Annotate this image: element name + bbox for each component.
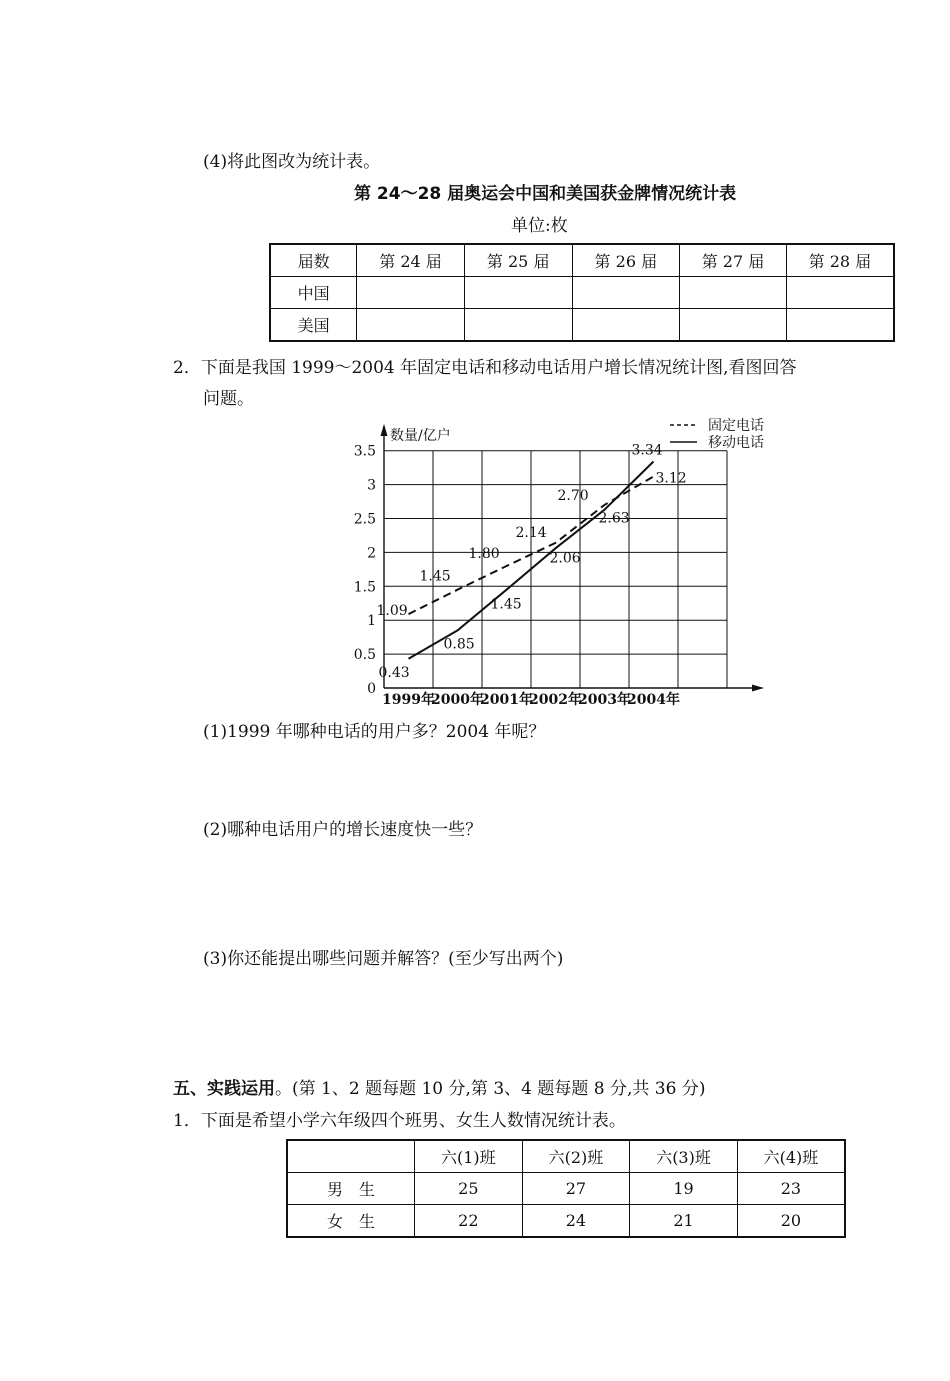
table-cell: 21 — [630, 1205, 738, 1238]
fixed-phone-data-label: 2.14 — [515, 524, 547, 541]
table-cell[interactable] — [572, 309, 680, 342]
table-cell[interactable] — [357, 309, 465, 342]
q2-line2: 问题。 — [203, 389, 254, 409]
mobile-phone-data-label: 3.34 — [631, 442, 663, 459]
table-cell: 25 — [415, 1173, 523, 1205]
section5-q1: 1．下面是希望小学六年级四个班男、女生人数情况统计表。 — [173, 1111, 626, 1131]
table-cell[interactable] — [680, 309, 787, 342]
table-cell: 27 — [522, 1173, 630, 1205]
table-cell: 24 — [522, 1205, 630, 1238]
olympic-table-title: 第 24～28 届奥运会中国和美国获金牌情况统计表 — [354, 184, 737, 204]
fixed-phone-data-label: 1.45 — [419, 568, 451, 585]
table-cell[interactable] — [786, 309, 894, 342]
y-tick-label: 1.5 — [353, 579, 376, 596]
class-gender-table — [286, 1139, 846, 1238]
header-cell: 六(4)班 — [737, 1140, 845, 1173]
x-tick-label: 2000年 — [431, 692, 484, 708]
y-axis-label: 数量/亿户 — [390, 428, 451, 444]
mobile-phone-data-label: 0.43 — [378, 664, 410, 681]
row-label: 女 生 — [287, 1205, 415, 1238]
q2-sub2: (2)哪种电话用户的增长速度快一些？ — [203, 820, 483, 840]
table-cell[interactable] — [786, 277, 894, 309]
x-tick-label: 2003年 — [578, 692, 631, 708]
table-header-row — [287, 1140, 845, 1173]
fixed-phone-data-label: 3.12 — [655, 470, 687, 487]
phone-users-chart — [340, 412, 780, 712]
header-cell: 六(1)班 — [415, 1140, 523, 1173]
header-cell: 第 26 届 — [572, 244, 680, 277]
legend-fixed-label: 固定电话 — [708, 418, 764, 434]
table-header-row — [270, 244, 894, 277]
y-tick-label: 2.5 — [353, 511, 376, 528]
y-tick-label: 3 — [367, 477, 376, 494]
header-cell: 第 25 届 — [464, 244, 572, 277]
fixed-phone-data-label: 1.09 — [376, 603, 408, 620]
table-cell[interactable] — [572, 277, 680, 309]
fixed-phone-data-label: 1.80 — [468, 545, 500, 562]
x-tick-label: 1999年 — [382, 692, 435, 708]
header-cell — [287, 1140, 415, 1173]
fixed-phone-data-label: 2.70 — [557, 487, 589, 504]
table-row — [270, 309, 894, 342]
x-tick-label: 2002年 — [529, 692, 582, 708]
table-cell: 23 — [737, 1173, 845, 1205]
y-axis-arrow-icon — [381, 424, 388, 436]
q2-line1: 2．下面是我国 1999～2004 年固定电话和移动电话用户增长情况统计图,看图回答 — [173, 358, 797, 378]
y-tick-label: 0 — [367, 681, 376, 697]
header-cell: 第 24 届 — [357, 244, 465, 277]
y-tick-label: 0.5 — [353, 647, 376, 664]
header-cell: 第 28 届 — [786, 244, 894, 277]
header-cell: 六(3)班 — [630, 1140, 738, 1173]
table-row — [287, 1205, 845, 1238]
table-cell[interactable] — [357, 277, 465, 309]
table-cell: 19 — [630, 1173, 738, 1205]
mobile-phone-data-label: 0.85 — [443, 636, 475, 653]
header-cell: 第 27 届 — [680, 244, 787, 277]
mobile-phone-data-label: 1.45 — [490, 596, 522, 613]
y-tick-label: 2 — [367, 545, 376, 562]
table-cell[interactable] — [680, 277, 787, 309]
header-cell: 届数 — [270, 244, 357, 277]
q2-sub1: (1)1999 年哪种电话的用户多？2004 年呢？ — [203, 722, 546, 742]
x-tick-label: 2001年 — [480, 692, 533, 708]
y-tick-label: 3.5 — [353, 443, 376, 460]
row-label: 中国 — [270, 277, 357, 309]
header-cell: 六(2)班 — [522, 1140, 630, 1173]
x-axis-arrow-icon — [752, 685, 764, 692]
table-cell: 20 — [737, 1205, 845, 1238]
row-label: 男 生 — [287, 1173, 415, 1205]
x-tick-label: 2004年 — [627, 692, 680, 708]
legend-mobile-label: 移动电话 — [708, 435, 764, 451]
y-tick-label: 1 — [367, 613, 376, 630]
table-row — [287, 1173, 845, 1205]
olympic-table — [269, 243, 895, 342]
table-cell[interactable] — [464, 277, 572, 309]
table-row — [270, 277, 894, 309]
table-cell[interactable] — [464, 309, 572, 342]
section5-note: 。(第 1、2 题每题 10 分,第 3、4 题每题 8 分,共 36 分) — [275, 1079, 706, 1099]
mobile-phone-data-label: 2.63 — [598, 510, 630, 527]
row-label: 美国 — [270, 309, 357, 342]
section5-heading — [173, 1074, 705, 1099]
olympic-table-unit: 单位:枚 — [511, 216, 568, 236]
mobile-phone-data-label: 2.06 — [549, 550, 581, 567]
table-cell: 22 — [415, 1205, 523, 1238]
item-4-text: (4)将此图改为统计表。 — [203, 152, 381, 172]
q2-sub3: (3)你还能提出哪些问题并解答？(至少写出两个) — [203, 949, 564, 969]
section5-title: 五、实践运用 — [173, 1079, 275, 1099]
